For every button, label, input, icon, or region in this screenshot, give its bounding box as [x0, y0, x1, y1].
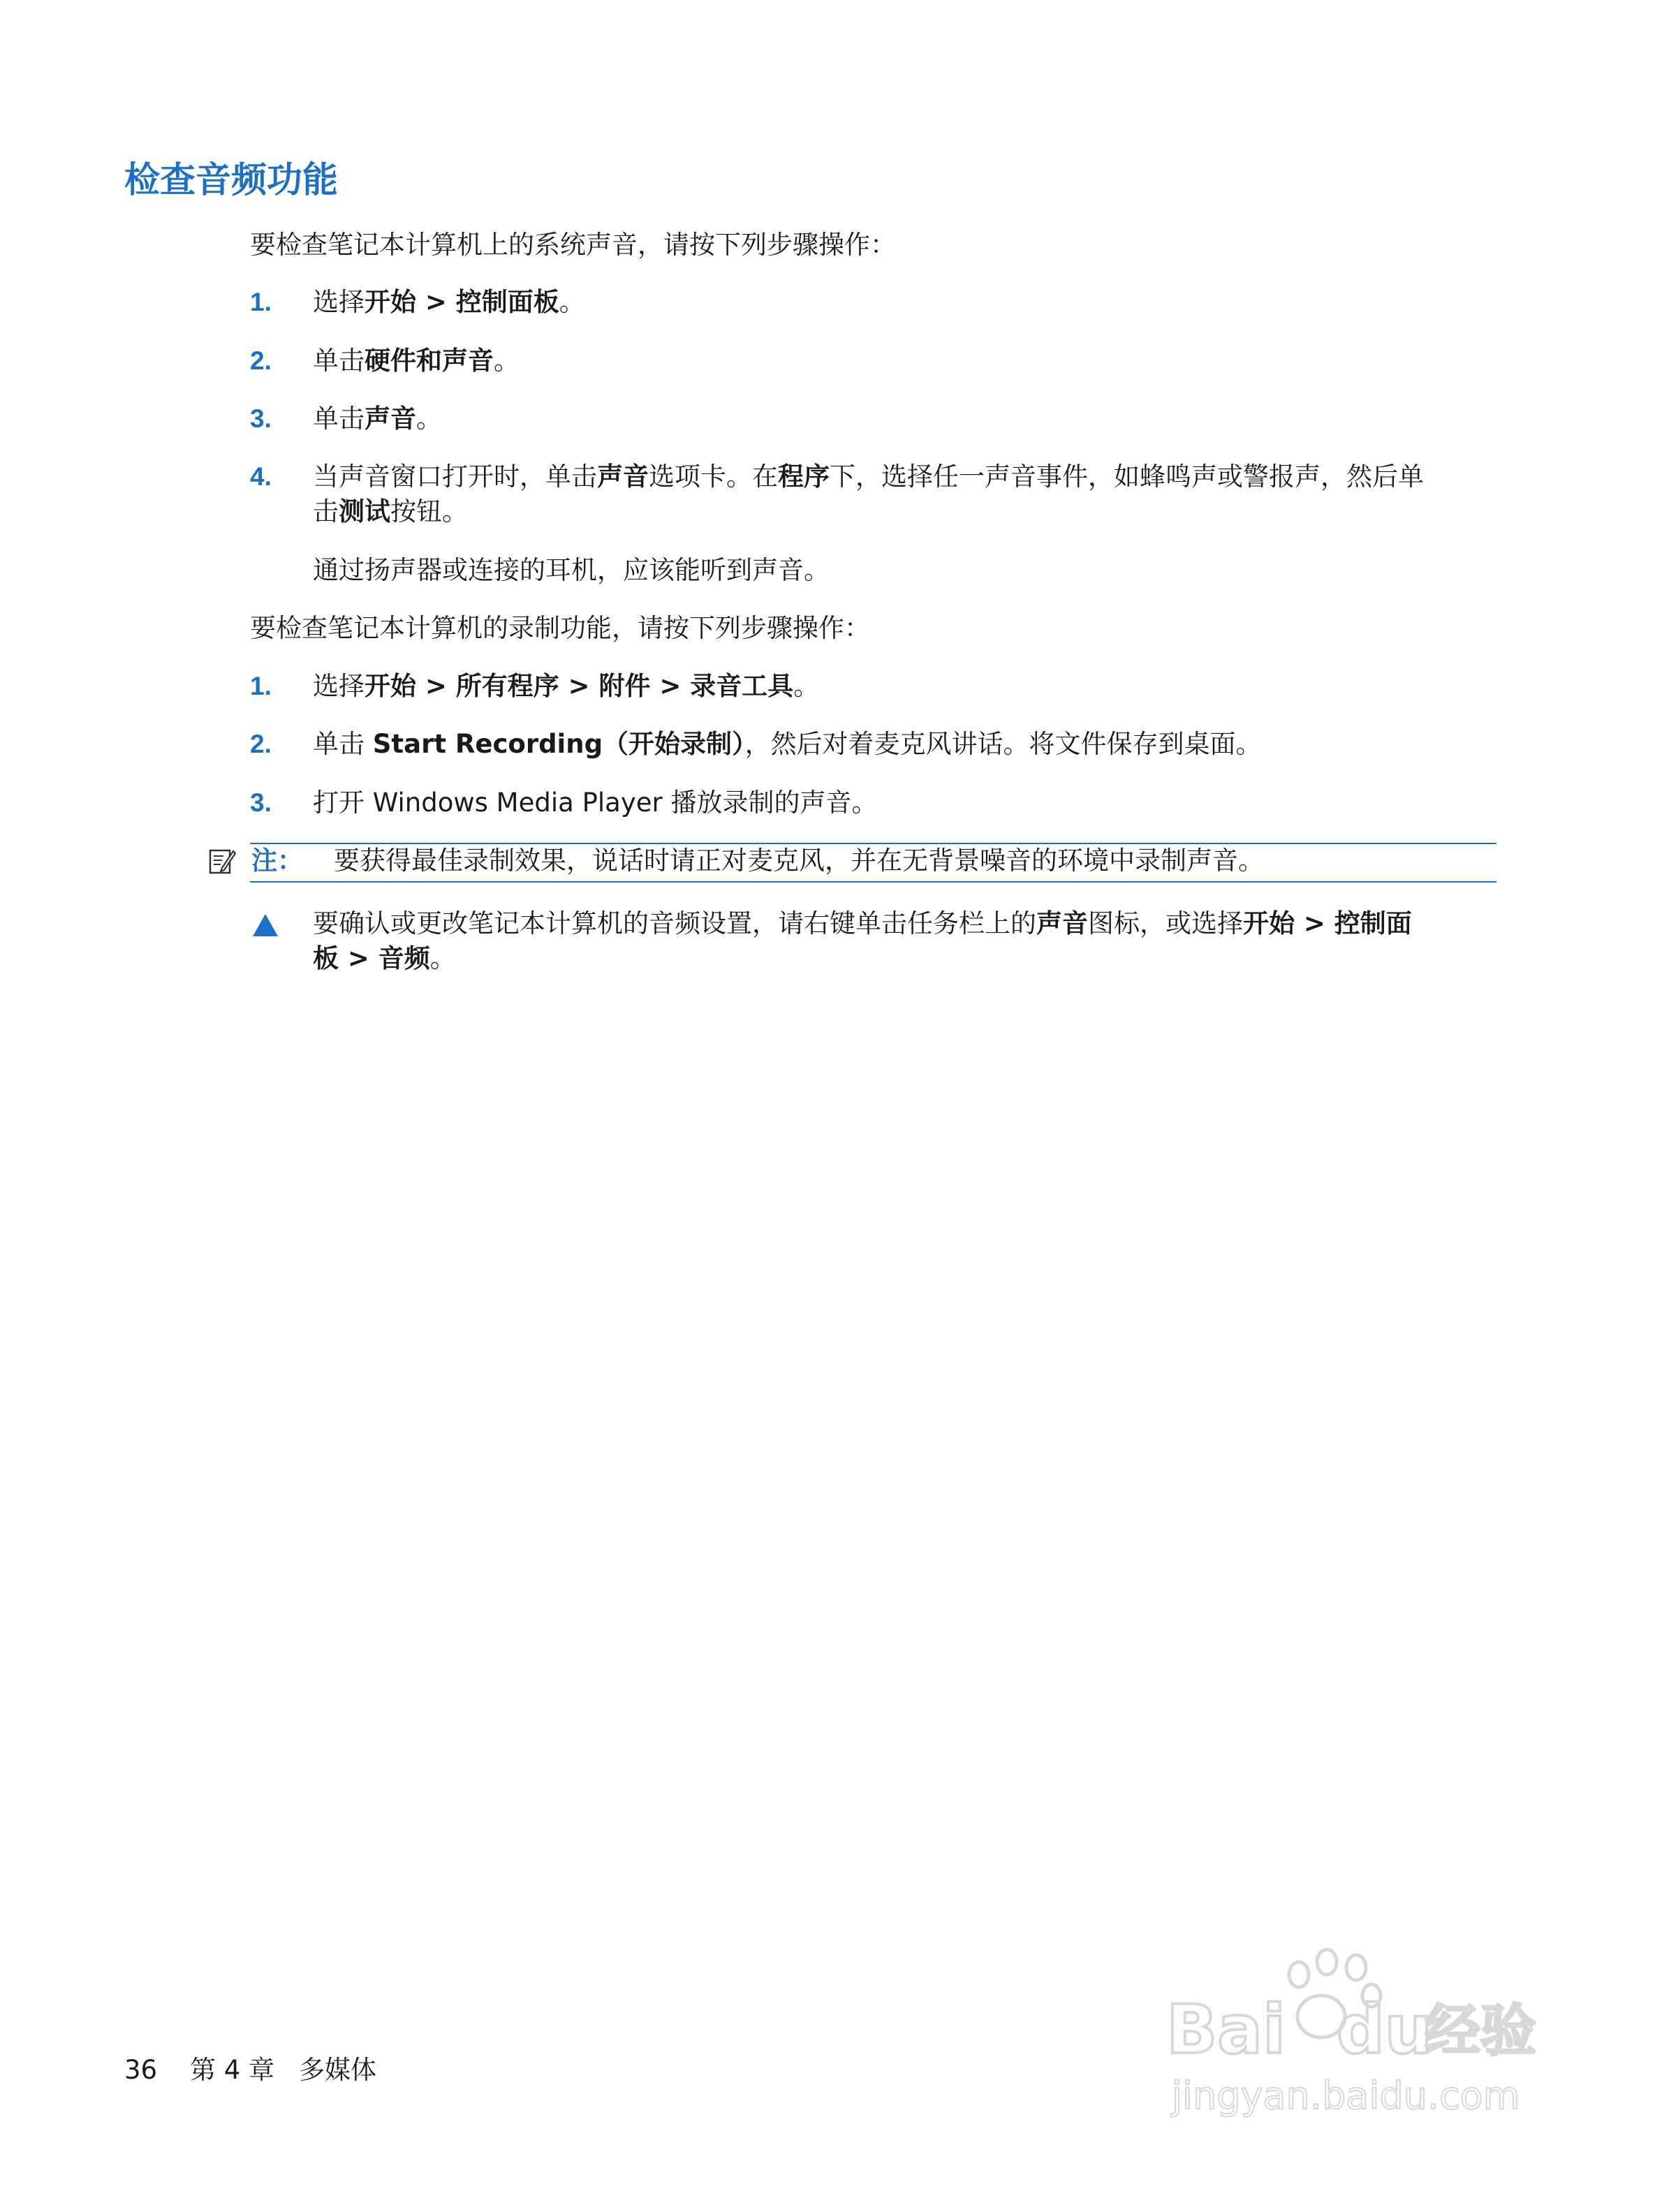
- svg-text:du: du: [1337, 1991, 1433, 2069]
- sound-result-paragraph: 通过扬声器或连接的耳机，应该能听到声音。: [313, 555, 830, 585]
- svg-text:Bai: Bai: [1166, 1991, 1286, 2069]
- step-text: 打开 Windows Media Player 播放录制的声音。: [313, 788, 878, 818]
- step-number: 3.: [250, 404, 272, 433]
- svg-text:jingyan.baidu.com: jingyan.baidu.com: [1172, 2074, 1520, 2118]
- step-number: 4.: [250, 462, 272, 491]
- step-number: 2.: [250, 346, 272, 375]
- note-bottom-rule: [250, 881, 1496, 883]
- step-text: 当声音窗口打开时，单击声音选项卡。在程序下，选择任一声音事件，如蜂鸣声或警报声，然后单 击测试按钮。: [313, 462, 1424, 526]
- step-text: 选择开始 > 所有程序 > 附件 > 录音工具。: [313, 671, 820, 701]
- step-text: 单击 Start Recording（开始录制），然后对着麦克风讲话。将文件保存到桌面。: [313, 729, 1262, 759]
- step-text: 单击声音。: [313, 404, 442, 434]
- step-number: 2.: [250, 730, 272, 758]
- step-text: 单击硬件和声音。: [313, 346, 520, 376]
- note-icon: [208, 847, 236, 875]
- caution-text: 要确认或更改笔记本计算机的音频设置，请右键单击任务栏上的声音图标，或选择开始 > 控制面 板 > 音频。: [313, 908, 1412, 973]
- step-number: 3.: [250, 788, 272, 817]
- warning-triangle-icon: [251, 913, 279, 938]
- intro-sound-paragraph: 要检查笔记本计算机上的系统声音，请按下列步骤操作：: [250, 230, 896, 260]
- intro-record-paragraph: 要检查笔记本计算机的录制功能，请按下列步骤操作：: [250, 613, 870, 643]
- page-number: 36: [124, 2055, 158, 2085]
- note-label: 注：: [251, 846, 303, 876]
- baidu-jingyan-watermark: [1159, 1934, 1550, 2137]
- chapter-title: 多媒体: [299, 2055, 376, 2085]
- chapter-number: 第 4 章: [190, 2055, 275, 2085]
- svg-text:经验: 经验: [1425, 1998, 1536, 2063]
- step-text: 选择开始 > 控制面板。: [313, 287, 585, 317]
- note-text: 要获得最佳录制效果，说话时请正对麦克风，并在无背景噪音的环境中录制声音。: [334, 846, 1264, 876]
- step-number: 1.: [250, 288, 272, 316]
- section-heading: 检查音频功能: [124, 160, 339, 201]
- step-number: 1.: [250, 672, 272, 700]
